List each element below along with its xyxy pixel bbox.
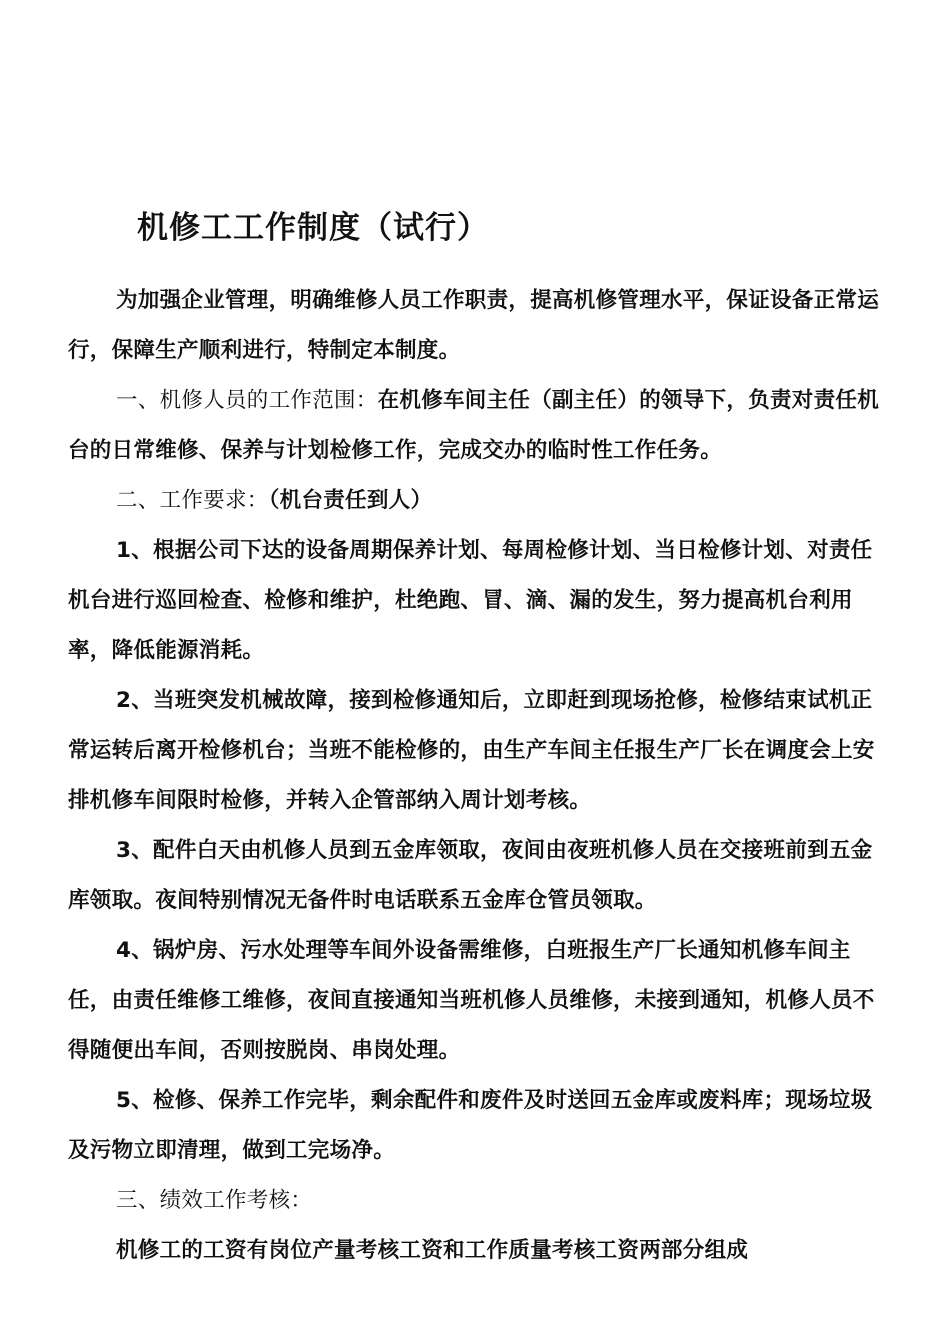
section3-heading: 三、绩效工作考核： [116,1188,313,1213]
requirement-item-1: 1、根据公司下达的设备周期保养计划、每周检修计划、当日检修计划、对责任机台进行巡回检查、检修和维护，杜绝跑、冒、滴、漏的发生，努力提高机台利用率，降低能源消耗。 [68,538,873,663]
section2-note: （机台责任到人） [268,488,433,513]
section1-text: 在机修车间主任（副主任）的领导下，负责对责任机台的日常维修、保养与计划检修工作，完成交办的临时性工作任务。 [68,388,880,463]
section1-paragraph [68,376,884,476]
intro-paragraph: 为加强企业管理，明确维修人员工作职责，提高机修管理水平，保证设备正常运行，保障生产顺利进行，特制定本制度。 [68,288,880,363]
requirement-item-4: 4、锅炉房、污水处理等车间外设备需维修，白班报生产厂长通知机修车间主任，由责任维修工维修，夜间直接通知当班机修人员维修，未接到通知，机修人员不得随便出车间，否则按脱岗、串岗处理。 [68,938,875,1063]
section1-heading: 一、机修人员的工作范围： [116,388,378,413]
requirement-item-5: 5、检修、保养工作完毕，剩余配件和废件及时送回五金库或废料库；现场垃圾及污物立即清理，做到工完场净。 [68,1088,873,1163]
document-title: 机修工工作制度（试行） [137,210,489,246]
requirement-item-2: 2、当班突发机械故障，接到检修通知后，立即赶到现场抢修，检修结束试机正常运转后离开检修机台；当班不能检修的，由生产车间主任报生产厂长在调度会上安排机修车间限时检修，并转入企管部纳入周计划考核。 [68,688,875,813]
requirement-item-3: 3、配件白天由机修人员到五金库领取，夜间由夜班机修人员在交接班前到五金库领取。夜间特别情况无备件时电话联系五金库仓管员领取。 [68,838,873,913]
section2-heading: 二、工作要求： [116,488,269,513]
section2-heading-line [68,476,884,526]
section3-text: 机修工的工资有岗位产量考核工资和工作质量考核工资两部分组成 [116,1238,749,1263]
